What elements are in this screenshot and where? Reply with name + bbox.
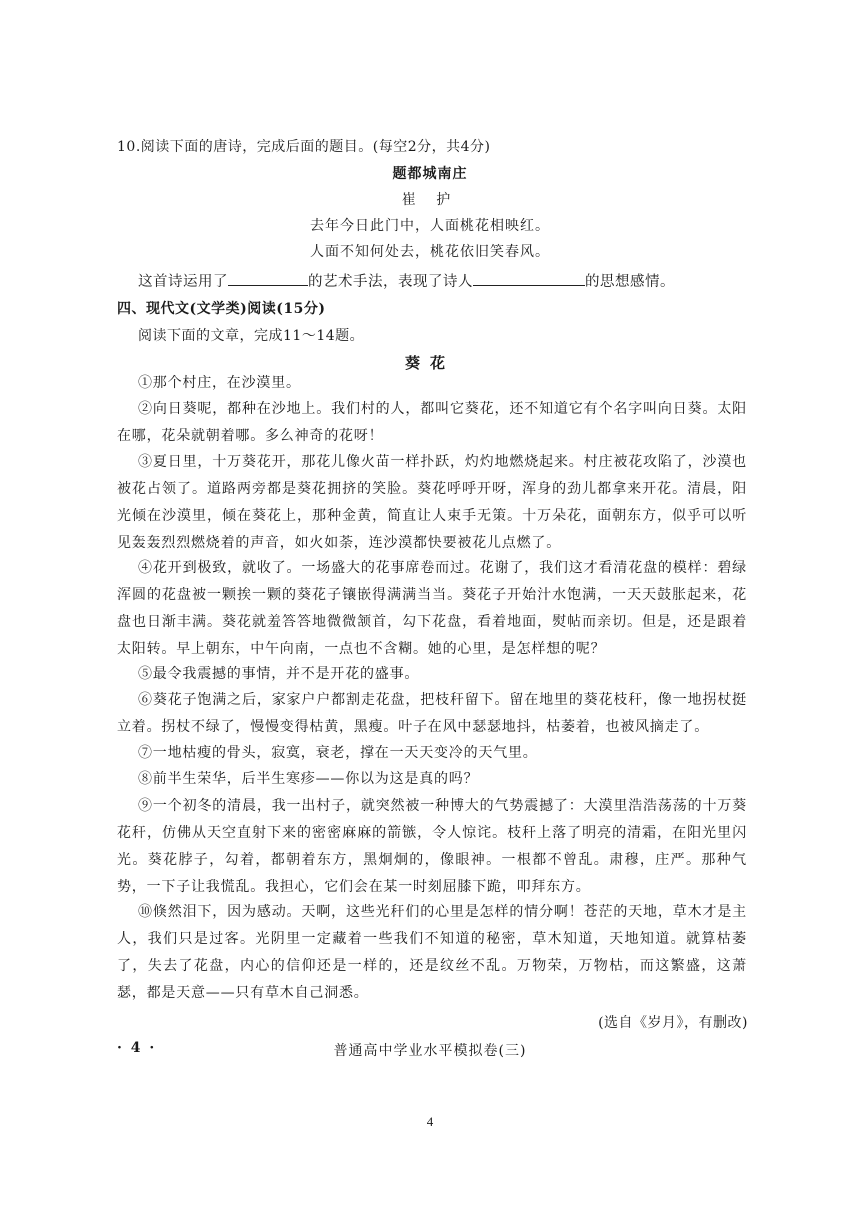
section-4-instruction: 阅读下面的文章，完成11～14题。: [138, 328, 365, 344]
answer-blank-2[interactable]: [473, 273, 585, 286]
article-paragraph-1: ①那个村庄，在沙漠里。: [138, 375, 301, 391]
answer-blank-1[interactable]: [228, 273, 308, 286]
article-paragraph-9: ⑨一个初冬的清晨，我一出村子，就突然被一种博大的气势震撼了：大漠里浩浩荡荡的十万葵花秆，仿佛从天空直射下来的密密麻麻的箭镞，令人惊诧。枝秆上落了明亮的清霜，在阳光里闪光。葵花脖子，勾着，都朝着东方，黑炯炯的，像眼神。一根都不曾乱。肃穆，庄严。那种气势，一下子让我慌乱。我担心，它们会在某一时刻屈膝下跪，叩拜东方。: [117, 798, 747, 895]
article-title: 葵花: [404, 354, 455, 372]
fill-in-question: [138, 270, 675, 291]
article-paragraph-10: ⑩倏然泪下，因为感动。天啊，这些光秆们的心里是怎样的情分啊！苍茫的天地，草木才是主人，我们只是过客。光阴里一定藏着一些我们不知道的秘密，草木知道，天地知道。就算枯萎了，失去了花盘，内心的信仰还是一样的，还是纹丝不乱。万物荣，万物枯，而这繁盛，这萧瑟，都是天意——只有草木自己洞悉。: [117, 904, 747, 1001]
section-4-heading: 四、现代文(文学类)阅读(15分): [117, 301, 326, 317]
article-paragraph-2: ②向日葵呢，都种在沙地上。我们村的人，都叫它葵花，还不知道它有个名字叫向日葵。太阳在哪，花朵就朝着哪。多么神奇的花呀！: [117, 401, 747, 444]
poem-line-1: 去年今日此门中，人面桃花相映红。: [310, 218, 550, 234]
fill-text-part-3: 的思想感情。: [585, 274, 675, 290]
poem-line-2: 人面不知何处去，桃花依旧笑春风。: [310, 244, 550, 260]
article-paragraph-6: ⑥葵花子饱满之后，家家户户都割走花盘，把枝秆留下。留在地里的葵花枝秆，像一地拐杖挺立着。拐杖不绿了，慢慢变得枯黄，黑瘦。叶子在风中瑟瑟地抖，枯萎着，也被风摘走了。: [117, 692, 747, 735]
fill-text-part-2: 的艺术手法，表现了诗人: [308, 274, 473, 290]
fill-text-part-1: 这首诗运用了: [138, 274, 228, 290]
poem-author: 崔 护: [401, 192, 459, 208]
article-paragraph-8: ⑧前半生荣华，后半生寒疹——你以为这是真的吗？: [138, 771, 479, 787]
footer-page-marker: · 4 ·: [117, 1040, 157, 1056]
article-paragraph-3: ③夏日里，十万葵花开，那花儿像火苗一样扑跃，灼灼地燃烧起来。村庄被花攻陷了，沙漠也被花占领了。道路两旁都是葵花拥挤的笑脸。葵花呼呼开呀，浑身的劲儿都拿来开花。清晨，阳光倾在沙漠里，倾在葵花上，那种金黄，简直让人束手无策。十万朵花，面朝东方，似乎可以听见轰轰烈烈燃烧着的声音，如火如荼，连沙漠都快要被花儿点燃了。: [117, 454, 747, 551]
article-paragraph-5: ⑤最令我震撼的事情，并不是开花的盛事。: [138, 666, 420, 682]
page-number: 4: [426, 1114, 434, 1129]
article-source: (选自《岁月》，有删改): [598, 1015, 748, 1031]
article-paragraph-4: ④花开到极致，就收了。一场盛大的花事席卷而过。花谢了，我们这才看清花盘的模样：碧绿浑圆的花盘被一颗挨一颗的葵花子镶嵌得满满当当。葵花子开始汁水饱满，一天天鼓胀起来，花盘也日渐丰满。葵花就羞答答地微微颔首，勾下花盘，看着地面，熨帖而亲切。但是，还是跟着太阳转。早上朝东，中午向南，一点也不含糊。她的心里，是怎样想的呢？: [117, 560, 747, 657]
article-paragraph-7: ⑦一地枯瘦的骨头，寂寞，衰老，撑在一天天变冷的天气里。: [138, 745, 538, 761]
poem-title: 题都城南庄: [392, 166, 468, 182]
footer-exam-title: 普通高中学业水平模拟卷(三): [333, 1043, 527, 1059]
question-10-prompt: 10.阅读下面的唐诗，完成后面的题目。(每空2分，共4分): [117, 139, 491, 155]
